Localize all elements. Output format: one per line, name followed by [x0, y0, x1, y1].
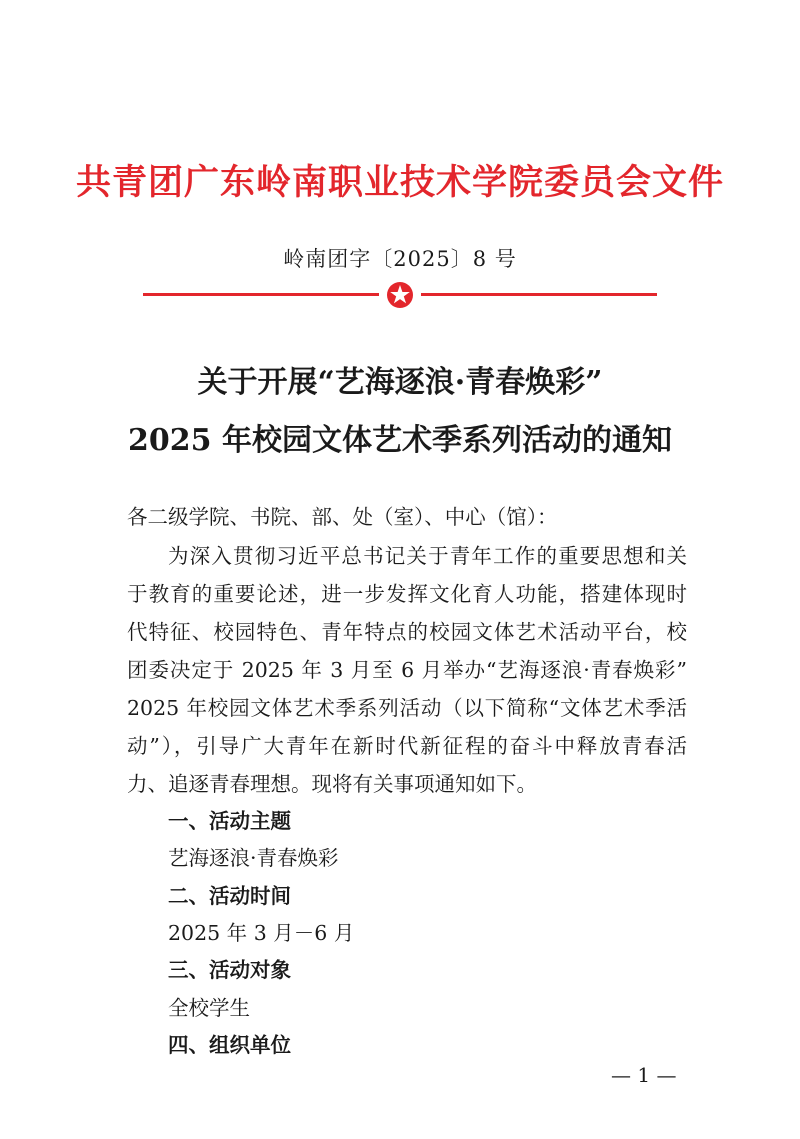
section-content-time: 2025 年 3 月－6 月	[168, 921, 355, 945]
paragraph-line: 动”），引导广大青年在新时代新征程的奋斗中释放青春活	[127, 734, 687, 758]
paragraph-line: 2025 年校园文体艺术季系列活动（以下简称“文体艺术季活	[127, 696, 687, 720]
document-number: 岭南团字〔2025〕8 号	[283, 247, 517, 271]
divider-line-left	[143, 293, 379, 296]
section-heading-theme: 一、活动主题	[168, 809, 291, 833]
section-content-audience: 全校学生	[168, 996, 250, 1020]
salutation: 各二级学院、书院、部、处（室）、中心（馆）：	[127, 505, 558, 529]
paragraph-line: 于教育的重要论述，进一步发挥文化育人功能，搭建体现时	[127, 582, 687, 606]
section-heading-organizer: 四、组织单位	[168, 1033, 291, 1057]
section-heading-time: 二、活动时间	[168, 884, 291, 908]
paragraph-line: 为深入贯彻习近平总书记关于青年工作的重要思想和关	[168, 544, 687, 568]
section-heading-audience: 三、活动对象	[168, 958, 291, 982]
notice-title-line-2: 2025 年校园文体艺术季系列活动的通知	[128, 423, 672, 458]
section-content-theme: 艺海逐浪·青春焕彩	[168, 846, 339, 870]
red-star-icon	[383, 280, 417, 310]
paragraph-line: 力、追逐青春理想。现将有关事项通知如下。	[127, 772, 537, 796]
paragraph-line: 代特征、校园特色、青年特点的校园文体艺术活动平台，校	[127, 620, 687, 644]
divider-line-right	[421, 293, 657, 296]
red-divider	[143, 280, 657, 310]
notice-title-line-1: 关于开展“艺海逐浪·青春焕彩”	[197, 365, 603, 400]
page-number: — 1 —	[611, 1063, 677, 1087]
paragraph-line: 团委决定于 2025 年 3 月至 6 月举办“艺海逐浪·青春焕彩”	[127, 658, 687, 682]
issuer-header-title: 共青团广东岭南职业技术学院委员会文件	[75, 163, 724, 203]
